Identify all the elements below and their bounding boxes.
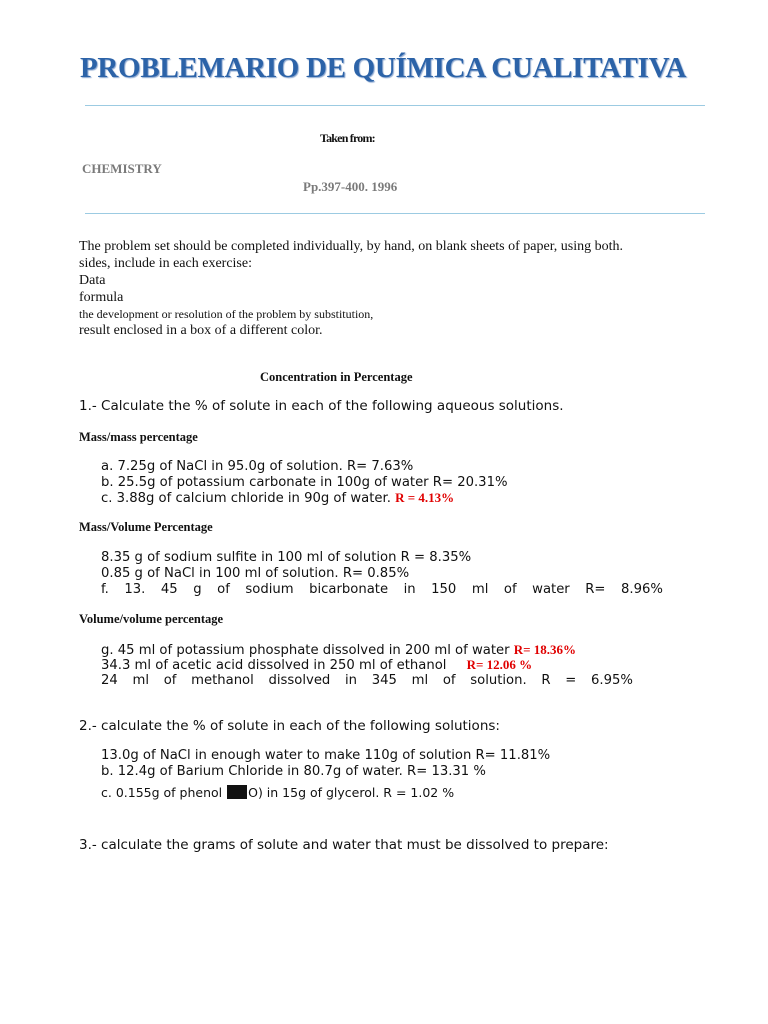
exercise-1f-word: water [532, 582, 570, 597]
exercise-1i-word: methanol [191, 673, 254, 688]
intro-line-1: The problem set should be completed individually, by hand, on blank sheets of paper, using both. [79, 239, 624, 254]
exercise-1i-word: = [565, 673, 577, 688]
intro-line-6: result enclosed in a box of a different color. [79, 323, 323, 338]
exercise-2c [101, 785, 663, 800]
exercise-1i-word: of [163, 673, 177, 688]
exercise-2a: 13.0g of NaCl in enough water to make 110g of solution R= 11.81% [101, 748, 551, 763]
exercise-1i-word: 6.95% [591, 673, 633, 688]
exercise-1i-word: ml [132, 673, 149, 688]
volume-volume-heading: Volume/volume percentage [79, 612, 224, 626]
document-title: PROBLEMARIO DE QUÍMICA CUALITATIVA [80, 52, 687, 84]
exercise-1i-word: dissolved [268, 673, 331, 688]
intro-line-5: the development or resolution of the problem by substitution, [79, 307, 374, 321]
exercise-1b: b. 25.5g of potassium carbonate in 100g of water R= 20.31% [101, 475, 508, 490]
source-pages: Pp.397-400. 1996 [303, 179, 398, 194]
exercise-1i-word: ml [411, 673, 429, 688]
exercise-1f-word: 45 [160, 582, 178, 597]
exercise-1f-word: R= [585, 582, 606, 597]
header-divider-top [85, 105, 705, 106]
exercise-1f-word: ml [471, 582, 489, 597]
section-title: Concentration in Percentage [260, 370, 413, 384]
exercise-1f-word: bicarbonate [309, 582, 389, 597]
mass-mass-heading: Mass/mass percentage [79, 430, 198, 444]
exercise-2c-text-after: O) in 15g of glycerol. R = 1.02 % [248, 785, 455, 800]
exercise-1g [101, 642, 663, 658]
exercise-1i-word: 345 [371, 673, 397, 688]
exercise-1i [101, 673, 633, 688]
exercise-1c [101, 490, 663, 506]
exercise-1g-result: R= 18.36% [513, 642, 577, 657]
exercise-1f [101, 582, 663, 597]
exercise-1f-word: 150 [431, 582, 457, 597]
header-divider-bottom [85, 213, 705, 214]
exercise-1h-text: 34.3 ml of acetic acid dissolved in 250 ml of ethanol [101, 658, 447, 673]
exercise-1i-word: 24 [101, 673, 118, 688]
intro-line-2: sides, include in each exercise: [79, 256, 252, 271]
question-2-prompt: 2.- calculate the % of solute in each of the following solutions: [79, 718, 500, 734]
formula-glyph-icon [227, 785, 247, 799]
exercise-1f-word: in [403, 582, 416, 597]
intro-line-4: formula [79, 290, 124, 305]
exercise-1f-word: sodium [245, 582, 294, 597]
exercise-1c-result: R = 4.13% [395, 490, 455, 505]
source-title: CHEMISTRY [82, 161, 162, 176]
exercise-1f-word: of [503, 582, 517, 597]
exercise-1a: a. 7.25g of NaCl in 95.0g of solution. R= 7.63% [101, 459, 414, 474]
exercise-1f-word: 8.96% [621, 582, 663, 597]
exercise-1d: 8.35 g of sodium sulfite in 100 ml of solution R = 8.35% [101, 550, 472, 565]
exercise-1i-word: in [345, 673, 358, 688]
exercise-1f-word: g [193, 582, 202, 597]
exercise-1i-word: of [442, 673, 456, 688]
exercise-1f-word: f. [101, 582, 109, 597]
exercise-1c-text: c. 3.88g of calcium chloride in 90g of water. [101, 491, 391, 506]
exercise-1h [101, 657, 663, 673]
exercise-2b: b. 12.4g of Barium Chloride in 80.7g of water. R= 13.31 % [101, 764, 486, 779]
exercise-1g-text: g. 45 ml of potassium phosphate dissolved in 200 ml of water [101, 643, 510, 658]
mass-volume-heading: Mass/Volume Percentage [79, 520, 213, 534]
exercise-1e: 0.85 g of NaCl in 100 ml of solution. R= 0.85% [101, 566, 410, 581]
exercise-1i-word: R [541, 673, 551, 688]
question-3-prompt: 3.- calculate the grams of solute and water that must be dissolved to prepare: [79, 837, 609, 853]
exercise-1i-word: solution. [470, 673, 527, 688]
question-1-prompt: 1.- Calculate the % of solute in each of the following aqueous solutions. [79, 398, 564, 414]
taken-from-label: Taken from: [320, 131, 375, 145]
exercise-1f-word: 13. [124, 582, 146, 597]
exercise-1f-word: of [217, 582, 230, 597]
intro-line-3: Data [79, 273, 106, 288]
exercise-1h-result: R= 12.06 % [466, 657, 533, 672]
exercise-2c-text-before: c. 0.155g of phenol [101, 785, 227, 800]
